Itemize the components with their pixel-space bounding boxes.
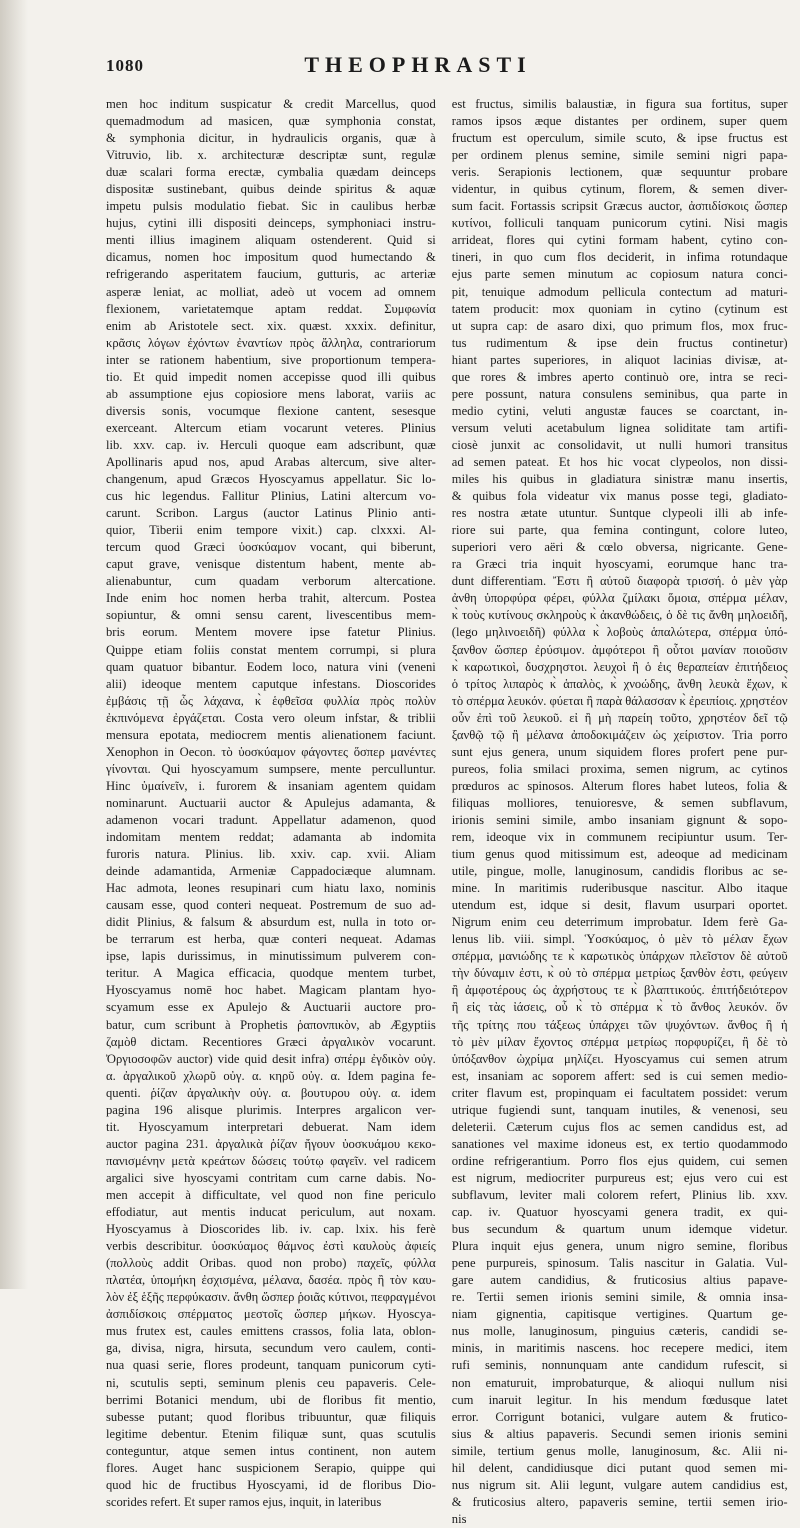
text-line: quemadmodum ad masicen, quæ symphonia constat, <box>106 114 436 129</box>
text-line: mensura epotata, mediocrem mentis alienationem faciunt. <box>106 727 436 742</box>
text-line: ἐμβάσις τῇ ὧς λάχανα, κ̀ ἑφθεῖσα φυλλία πρὸς πολὺν <box>106 693 436 708</box>
text-line: changenum, apud Græcos Hyoscyamus appellatur. Sic lo- <box>106 472 436 487</box>
text-line: scyamum esse ex Apulejo & Auctuarii auctore pro- <box>106 1000 436 1015</box>
text-line: α. ἀργαλικοῦ χλωρῦ οὐγ. α. κηρῦ οὐγ. α. Idem pagina fe- <box>106 1068 436 1083</box>
text-line: ἢ ἀμφοτέρους ὡς ἀχρήστους τε κ̀ βλαπτικούς. ἐπιτήδειότερον <box>451 983 788 998</box>
text-line: ciosè junxit ac consolidavit, ut nulli humori transitus <box>451 437 788 452</box>
text-line: deleterii. Cæterum cujus flos ac semen candidus est, ad <box>451 1119 788 1134</box>
text-line: utendum est, idque si desit, flavum usurpari oportet. <box>451 898 788 913</box>
text-line: tio. Et quid impedit nomen accepisse quod illi quibus <box>106 369 436 384</box>
text-line: ab assumptione ejus copiosiore mens laborat, variis ac <box>106 386 436 401</box>
text-line: enim ab Aristotele sect. xix. quæst. xxxix. definitur, <box>106 318 436 333</box>
text-line: pene purpureis, spinosum. Talis nascitur in Galatia. Vul- <box>451 1256 788 1271</box>
text-line: caput grave, venisque distentum habent, mente ab- <box>106 557 436 572</box>
text-line: re. Tertii semen irionis semini simile, & omnia insa- <box>451 1290 788 1305</box>
text-line: refrigerando asperitatem faucium, gutturis, ac arteriæ <box>106 267 436 282</box>
text-line: σπέρμα, μανιώδης τε κ̀ καρωτικὸς ὑπάρχων πλεῖστον δὲ αὐτοῦ <box>451 949 788 964</box>
text-line: effodiatur, aut mentis inducat periculum, aut noxam. <box>106 1205 436 1220</box>
text-line: cap. iv. Quatuor hyoscyami genera tradit, ex qui- <box>451 1205 788 1220</box>
text-line: & fruticosius altero, papaveris semine, tertii semen irio- <box>451 1494 788 1509</box>
text-line: berrimi Botanici mendum, ubi de floribus fit mentio, <box>106 1392 436 1407</box>
text-line: ἐκπινόμενα ἐργάζεται. Costa vero oleum infstar, & triblii <box>106 710 436 725</box>
left-column <box>106 96 436 1528</box>
text-line: mine. In maritimis ruderibusque nascitur. Albo itaque <box>451 881 788 896</box>
text-line: tineri, in quo cum flos deciderit, in infima rotundaque <box>451 250 788 265</box>
text-line: filiquas molliores, tenuioresve, & semen subflavum, <box>451 795 788 810</box>
text-line: impetu pulsis modulatio fiebat. Sic in caulibus herbæ <box>106 199 436 214</box>
text-line: nis <box>451 1511 467 1526</box>
text-line: Hyoscyamus à Dioscorides lib. iv. cap. lxix. his ferè <box>106 1222 436 1237</box>
text-line: flores. Auget hanc suspicionem Serapio, quippe qui <box>106 1460 436 1475</box>
text-line: nominarunt. Auctuarii auctor & Apulejus adamanta, & <box>106 795 436 810</box>
text-line: quod hic de fructibus Hyoscyami, id de floribus Dio- <box>106 1477 436 1492</box>
text-line: verbis describitur. ὑοσκύαμος θάμνος ἐστὶ καυλοὺς ἀφιείς <box>106 1239 436 1254</box>
text-line: tatem producit: mox quoniam in cytino (cytinum est <box>451 301 788 316</box>
text-line: τὸ σπέρμα λευκόν. φύεται ἢ παρὰ θάλασσαν κ̀ ἐρειπίοις. χρηστέον <box>451 693 788 708</box>
text-line: causam esse, quod conteri nequeat. Postremum de suo ad- <box>106 898 436 913</box>
text-line: asperæ leniat, ac molliat, adeò ut vocem ad omnem <box>106 284 436 299</box>
text-line: ξανθον ὥσπερ ἐρύσιμον. ἀμφότεροι ἢ οὗτοι μανίαν ποιοῦσιν <box>451 642 788 657</box>
text-line: κρᾶσις λόγων ἐχόντων ἐναντίων πρὸς ἄλληλα, contrariorum <box>106 335 436 350</box>
text-line: (πολλοὺς addit Oribas. quod non probo) παχεῖς, φύλλα <box>106 1256 436 1271</box>
text-line: pit, tenuique admodum pellicula contectum ad maturi- <box>451 284 788 299</box>
text-line: rem, ideoque vix in communem recipiuntur usum. Ter- <box>451 830 788 845</box>
text-line: quam quatuor bibantur. Eodem loco, natura vini (veneni <box>106 659 436 674</box>
text-line: hujus, cytini illi dispositi deinceps, symphoniaci instru- <box>106 216 436 231</box>
text-line: non ematuruit, improbaturque, & alioqui nullum nisi <box>451 1375 788 1390</box>
text-line: rufi seminis, nonnunquam ante candidum rufescit, si <box>451 1358 788 1373</box>
text-line: subflavum, leviter mali colorem refert, Plinius lib. xxv. <box>451 1188 788 1202</box>
text-line: ordine refrigerantium. Porro flos ejus quidem, cui semen <box>451 1153 788 1168</box>
text-line: res nostra ætate utuntur. Suntque clypeoli illi ab infe- <box>451 506 788 521</box>
text-line: sopiuntur, & omni sensu carent, livescentibus mem- <box>106 608 436 623</box>
text-line: Apollinaris apud nos, apud Arabas altercum, sive alter- <box>106 454 436 469</box>
text-line: ἢ εἰς τὰς ἰάσεις, οὗ κ̀ τὸ σπέρμα κ̀ τὸ ἄνθος λευκόν. ὅν <box>451 1000 788 1015</box>
text-line: dicamus, nomen hoc impositum quod humectando & <box>106 250 436 265</box>
text-line: inter se rationem habentium, sive proportionum tempera- <box>106 352 436 367</box>
text-line: & symphonia dicitur, in hydraulicis organis, quæ à <box>106 131 436 146</box>
text-line: κ̀ καρωτικοὶ, δυσχρηστοι. λευχοὶ ἢ ὁ ἐις θεραπείαν ἐπιτήδειος <box>451 659 788 674</box>
text-line: hiant partes superiores, in aliquot lacinias divisæ, at- <box>451 352 788 367</box>
text-line: sius & altius papaveris. Secundi semen irionis semini <box>451 1426 788 1441</box>
text-line: duæ scalari forma erectæ, cymbalia quædam deinceps <box>106 165 436 180</box>
text-line: Plura inquit ejus genera, unum nigro semine, floribus <box>451 1239 788 1254</box>
running-title: THEOPHRASTI <box>304 52 532 77</box>
text-line: arrideat, flores qui cytini formam habent, cytino con- <box>451 233 788 248</box>
page-number: 1080 <box>106 56 144 75</box>
text-line: alienabuntur, cum quadam verborum altercatione. <box>106 574 436 589</box>
text-line: legitime debentur. Etenim filiquæ sunt, quas scutulis <box>106 1426 436 1441</box>
text-line: ni, scutulis septi, seminum plenis ceu papaveris. Cele- <box>106 1375 436 1390</box>
text-line: furoris natura. Plinius. lib. xxiv. cap. xvii. Aliam <box>106 847 436 862</box>
text-line: tus rudimentum & ipse dein fructus continetur) <box>451 335 788 350</box>
text-line: batur, cum scribunt à Prophetis ῥαπονπικὸν, ab Ægyptiis <box>106 1017 436 1032</box>
text-line: pureos, folia smilaci proxima, semen nigrum, ac cytinos <box>451 761 788 776</box>
text-line: utile, pingue, molle, lanuginosum, candidis floribus ac se- <box>451 864 788 879</box>
text-line: versum veluti acetabulum lignea soliditate tam artifi- <box>451 420 788 435</box>
text-line: per ordinem plenus semine, simile semini nigri papa- <box>451 148 788 163</box>
text-line: flexionem, varietatemque aptam reddat. Συμφωνία <box>106 301 436 316</box>
text-line: λὸν ἐξ ἑξῆς περφύκασιν. ἄνθη ὥσπερ ῥοιᾶς κύτινοι, πεφραγμένοι <box>106 1290 436 1305</box>
text-line: menti illius imaginem aliquam ostenderent. Quid si <box>106 233 436 248</box>
text-line: πλατέα, ὑπομήκη ἐσχισμένα, μέλανα, δασέα. πρὸς ἢ τὸν καυ- <box>106 1273 436 1288</box>
text-line: mus frutex est, caules emittens crassos, folia lata, oblon- <box>106 1324 436 1339</box>
text-line: diversis sonis, vocumque flexione cantent, sesesque <box>106 403 436 418</box>
text-line: dunt differentiam. Ἔστι ἢ αὐτοῦ διαφορὰ τρισσή. ὁ μὲν γὰρ <box>451 574 788 589</box>
text-line: subesse putant; quod floribus tribuuntur, quæ filiquis <box>106 1409 436 1424</box>
text-line: alii) ideoque mentem caputque infestans. Dioscorides <box>106 676 436 691</box>
text-line: est fructus, similis balaustiæ, in figura sua fortitus, super <box>451 97 788 111</box>
text-line: utrique fugiendi sunt, tanquam inutiles, & venenosi, seu <box>451 1102 788 1117</box>
page-header <box>106 52 730 82</box>
text-line: ἀνθη ὑπορφύρα φέρει, φύλλα ζμίλακι ὅμοια, σπέρμα μέλαν, <box>451 591 788 606</box>
text-line: est, insaniam ac soporem affert: sed is cui semen medio- <box>451 1068 788 1083</box>
text-line: criter flavum est, propinquam ei facultatem possidet: verum <box>451 1085 788 1100</box>
text-line: bus secundum & quartum unum idemque videtur. <box>451 1222 788 1237</box>
text-line: τὸ μὲν μίλαν ἔχοντος σπέρμα μετρίως πορφυρίζει, ἢ δὲ τὸ <box>451 1034 788 1049</box>
text-line: sunt ejus genera, unum siquidem flores profert pene pur- <box>451 744 788 759</box>
text-line: ramos ipsos æque distantes per ordinem, super quem <box>451 114 788 129</box>
right-column <box>452 96 788 1528</box>
text-line: πανισμένην μετὰ κρεάτων δώσεις τούτῳ φαγεῖν. vel radicem <box>106 1153 436 1168</box>
text-line: men accepit à difficultate, vel quod non fine periculo <box>106 1188 436 1202</box>
text-line: Nigrum enim ceu deterrimum improbatur. Idem ferè Ga- <box>451 915 788 930</box>
text-line: prœduros ac spinosos. Alterum flores habet luteos, folia & <box>451 778 788 793</box>
text-line: ut supra cap: de asaro dixi, quo primum flos, mox fruc- <box>451 318 788 333</box>
text-columns <box>106 96 788 1526</box>
text-line: Ὀργιοσοφῶν auctor) vide quid desit infra) σπέρμ ἐγδικὸν οὐγ. <box>106 1051 436 1066</box>
text-line: simile, tertium genus molle, lanuginosum, &c. Alii ni- <box>451 1443 788 1458</box>
text-line: ξανθῷ τῷ ἢ μέλανα ἀποδοκιμάζειν ὡς χείριστον. Tria porro <box>451 727 788 742</box>
text-line: medio cytini, veluti angustæ fauces se coarctant, in- <box>451 403 788 418</box>
text-line: indomitam mentem reddat; adamanta ab indomita <box>106 830 436 845</box>
text-line: οὖν ἐπὶ τοῦ λευκοῦ. εἰ ἢ μὴ παρείη τοῦτο, χρηστέον δεῖ τῷ <box>451 710 788 725</box>
text-line: sanationes vel maxime idoneus est, ex tertio quodammodo <box>451 1136 788 1151</box>
text-line: sum facit. Fortassis scripsit Græcus auctor, ἀσπιδίσκοις ὥσπερ <box>451 199 788 214</box>
text-line: τὴν δύναμιν ἐστι, κ̀ οὐ τὸ σπέρμα μετρίως ξανθὸν ἐστι, φεύγειν <box>451 966 788 981</box>
text-line: nua quasi serie, flores prodeunt, tanquam punicorum cyti- <box>106 1358 436 1373</box>
text-line: adamenon vocari tradunt. Appellatur adamenon, quod <box>106 812 436 827</box>
text-line: ga, divisa, nigra, hirsuta, secundum vero caulem, conti- <box>106 1341 436 1356</box>
text-line: pere possunt, natura consulens seminibus, qua parte in <box>451 386 788 401</box>
text-line: ἀσπιδίσκοις σπέρματος μεστοῖς ὥσπερ μήκων. Hyoscya- <box>106 1307 436 1322</box>
text-line: auctor pagina 231. ἀργαλικὰ ῥίζαν ἤγουν ὑοσκυάμου κεκο- <box>106 1136 436 1151</box>
text-line: τῆς τρίτης που τάξεως ὑπάρχει τῶν ψυχόντων. ἄνθος ἢ ἡ <box>451 1017 788 1032</box>
text-line: carunt. Scribon. Largus (auctor Latinus Plinio anti- <box>106 506 436 521</box>
text-line: (lego μηλινοειδῆ) φύλλα κ̀ λοβοὺς ἁπαλώτερα, σπέρμα ὑπό- <box>451 625 788 640</box>
text-line: lib. xxv. cap. iv. Herculi quoque eam adscribunt, quæ <box>106 437 436 452</box>
text-line: que rores & imbres aperto continuò ore, intra se reci- <box>451 369 788 384</box>
text-line: bris eorum. Mentem movere ipse fatetur Plinius. <box>106 625 436 640</box>
text-line: veris. Serapionis lectionem, quæ sequuntur probare <box>451 165 788 180</box>
text-line: dispositæ sustinebant, quibus deinde spiritus & aquæ <box>106 182 436 197</box>
text-line: γίνονται. Qui hyoscyamum sumpsere, mente perculluntur. <box>106 761 436 776</box>
text-line: tercum quod Græci ὑοσκύαμον vocant, qui biberunt, <box>106 540 436 555</box>
text-line: Hyoscyamus nomē hoc habet. Magicam plantam hyo- <box>106 983 436 998</box>
text-line: superiori vero aëri & cœlo obversa, nigricante. Gene- <box>451 540 788 555</box>
text-line: ad semen pateat. Et hos hic vocat clypeolos, non dissi- <box>451 454 788 469</box>
text-line: Quippe etiam foliis constat mentem corrumpi, si plura <box>106 642 436 657</box>
text-line: argalici sive hyoscyami contritam cum carne dabis. No- <box>106 1170 436 1185</box>
binding-shadow <box>0 0 28 1289</box>
text-line: cum inaruit legitur. In his mendum fœdusque latet <box>451 1392 788 1407</box>
text-line: ζαμὸθ dictam. Recentiores Græci ἀργαλικὸν vocarunt. <box>106 1034 436 1049</box>
text-line: videntur, in quibus cytinum, florem, & semen diver- <box>451 182 788 197</box>
text-line: fructum est operculum, simile scuto, & ipse fructus est <box>451 131 788 146</box>
text-line: minis, in maritimis nascens. hoc recepere medici, item <box>451 1341 788 1356</box>
text-line: quior, Tiberii enim tempore vixit.) cap. clxxxi. Al- <box>106 523 436 538</box>
text-line: riore sui parte, qua femina contingunt, colore luteo, <box>451 523 788 538</box>
text-line: & quibus fola videatur vix manus posse tegi, gladiato- <box>451 489 788 504</box>
text-line: scorides refert. Et super ramos ejus, inquit, in lateribus <box>106 1494 382 1509</box>
text-line: men hoc inditum suspicatur & credit Marcellus, quod <box>106 97 436 111</box>
text-line: Hac admota, leones resupinari cum hiatu laxo, nominis <box>106 881 436 896</box>
text-line: cus hic legendus. Fallitur Plinius, Latini altercum vo- <box>106 489 436 504</box>
text-line: Vitruvio, lib. x. architecturæ descriptæ sunt, regulæ <box>106 148 436 163</box>
text-line: quenti. ῥίζαν ἀργαλικὴν οὐγ. α. βουτυρου οὐγ. α. idem <box>106 1085 436 1100</box>
text-line: est nigrum, mediocriter purpureus est; ejus vero cui est <box>451 1170 788 1185</box>
text-line: κ̀ τοὺς κυτίνους σκληροὺς κ̀ ἀκανθώδεις, ὁ δὲ τις ἄνθη μηλοειδῆ, <box>451 608 788 623</box>
text-line: κυτίνοι, folliculi tanquam punicorum cytini. Nisi magis <box>451 216 788 231</box>
text-line: didit Plinius, & falsum & absurdum est, nulla in toto or- <box>106 915 436 930</box>
text-line: ra Græci tria inquit hyoscyami, eorumque hanc tra- <box>451 557 788 572</box>
text-line: gare autem candidius, & fruticosius altius papave- <box>451 1273 788 1288</box>
text-line: hil delent, candidiusque dici putant quod semen mi- <box>451 1460 788 1475</box>
text-line: ὁ τρίτος λιπαρὸς κ̀ ἁπαλὸς, κ̀ χνοώδης, ἄνθη λευκὰ ἔχων, κ̀ <box>451 676 788 691</box>
text-line: niam gignentia, capitisque vertigines. Quartum ge- <box>451 1307 788 1322</box>
text-line: Inde enim hoc nomen herba trahit, altercum. Postea <box>106 591 436 606</box>
text-line: tium genus quod mitissimum est, adeoque ad medicinam <box>451 847 788 862</box>
text-line: tit. Hyoscyamum interpretari debuerat. Nam idem <box>106 1119 436 1134</box>
text-line: pagina 196 alisque plurimis. Interpres argalicon ver- <box>106 1102 436 1117</box>
text-line: teritur. A Magica efficacia, quodque mentem turbet, <box>106 966 436 981</box>
text-line: nus molle, lanuginosum, pinguius cæteris, candidi se- <box>451 1324 788 1339</box>
text-line: Hinc ὑμαίνεῖν, i. furorem & insaniam agentem quidam <box>106 778 436 793</box>
text-line: irionis semini simile, ambo insaniam gignunt & sopo- <box>451 812 788 827</box>
text-line: miles his quibus in gladiatura sinistræ manu insertis, <box>451 472 788 487</box>
text-line: Xenophon in Oecon. τὸ ὑοσκύαμον φάγοντες ὅσπερ μανέντες <box>106 744 436 759</box>
text-line: deinde adamantida, Armeniæ Cappadociæque alumnam. <box>106 864 436 879</box>
text-line: ipse, lapis durissimus, in minutissimum pulverem con- <box>106 949 436 964</box>
text-line: exerceant. Altercum etiam vocarunt veteres. Plinius <box>106 420 436 435</box>
text-line: error. Corrigunt botanici, vulgare autem & frutico- <box>451 1409 788 1424</box>
text-line: lenus lib. viii. simpl. Ὑοσκύαμος, ὁ μὲν τὸ μέλαν ἔχων <box>451 932 788 947</box>
text-line: ὑπόξανθον ὠχρίμα μηλίζει. Hyoscyamus cui semen atrum <box>451 1051 788 1066</box>
text-line: be terrarum est herba, quæ conteri nequeat. Adamas <box>106 932 436 947</box>
text-line: nus nigrum sit. Alii legunt, vulgare autem candidius est, <box>451 1477 788 1492</box>
text-line: conteguntur, atque semen intus continent, non autem <box>106 1443 436 1458</box>
text-line: ejus parte semen minutum ac copiosum natura conci- <box>451 267 788 282</box>
